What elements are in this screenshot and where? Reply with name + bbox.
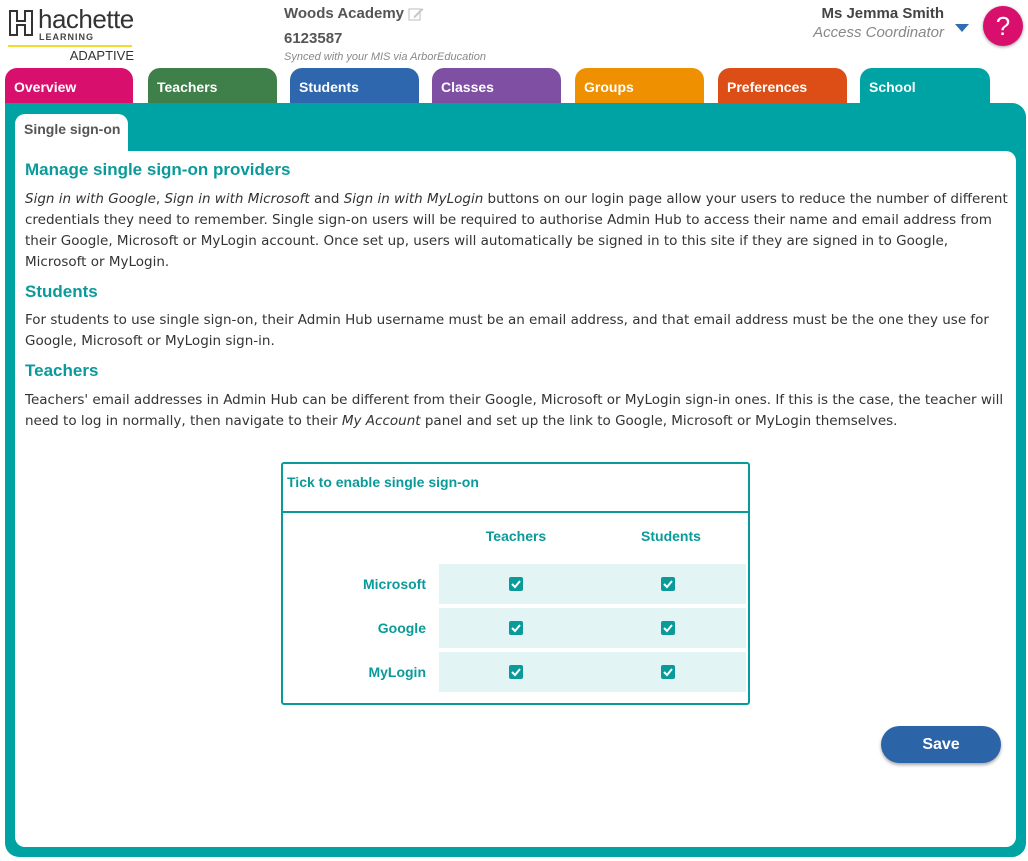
checkbox-mylogin-teachers[interactable] bbox=[509, 665, 523, 679]
school-id: 6123587 bbox=[284, 30, 343, 47]
students-paragraph: For students to use single sign-on, their Admin Hub username must be an email address, and that email address must be the one they use for Google, Microsoft or MyLogin sign-in. bbox=[25, 312, 989, 349]
school-name: Woods Academy bbox=[284, 5, 405, 22]
hachette-logo[interactable] bbox=[6, 4, 134, 64]
section-heading-manage: Manage single sign-on providers bbox=[25, 160, 291, 179]
table-row bbox=[439, 652, 746, 692]
school-name-row bbox=[284, 5, 486, 22]
teachers-text-em: My Account bbox=[341, 413, 421, 429]
checkbox-microsoft-teachers[interactable] bbox=[509, 577, 523, 591]
chevron-down-icon[interactable] bbox=[955, 24, 969, 32]
single-sign-on-content bbox=[15, 151, 1016, 847]
row-label-google: Google bbox=[377, 620, 426, 636]
sso-settings-table bbox=[281, 462, 750, 705]
user-role: Access Coordinator bbox=[813, 24, 944, 41]
intro-rest: buttons on our login page allow your users to reduce the number of different credentials they need to remember. Single sign-on users will be required to authorise Admin Hub to access their name and email address from their Google, Microsoft or MyLogin account. Once set up, users will automatically be signed in to this site if they are signed in to Google, Microsoft or MyLogin. bbox=[25, 191, 1008, 270]
column-header-teachers: Teachers bbox=[485, 528, 547, 544]
checkbox-google-students[interactable] bbox=[661, 621, 675, 635]
intro-and: and bbox=[309, 191, 344, 207]
row-label-microsoft: Microsoft bbox=[363, 576, 426, 592]
checkmark-icon bbox=[510, 666, 522, 678]
tab-school[interactable]: School bbox=[860, 68, 990, 104]
tab-groups[interactable]: Groups bbox=[575, 68, 704, 104]
row-label-mylogin: MyLogin bbox=[368, 664, 426, 680]
subtab-single-sign-on[interactable]: Single sign-on bbox=[15, 114, 128, 152]
edit-icon[interactable] bbox=[408, 7, 424, 21]
tab-students[interactable]: Students bbox=[290, 68, 419, 104]
tab-overview[interactable]: Overview bbox=[5, 68, 133, 104]
logo-subtitle: LEARNING bbox=[39, 32, 94, 42]
sso-table-divider bbox=[283, 511, 748, 513]
tab-teachers[interactable]: Teachers bbox=[148, 68, 277, 104]
school-sync-note: Synced with your MIS via ArborEducation bbox=[284, 51, 486, 63]
help-button[interactable]: ? bbox=[983, 6, 1023, 46]
logo-underline bbox=[8, 45, 132, 47]
checkbox-google-teachers[interactable] bbox=[509, 621, 523, 635]
sso-table-title: Tick to enable single sign-on bbox=[287, 474, 479, 490]
logo-wordmark: hachette bbox=[38, 4, 134, 34]
checkmark-icon bbox=[510, 578, 522, 590]
user-menu[interactable] bbox=[813, 5, 944, 41]
teachers-paragraph bbox=[25, 390, 1010, 432]
intro-sep: , bbox=[155, 191, 165, 207]
column-header-students: Students bbox=[641, 528, 701, 544]
save-button[interactable]: Save bbox=[881, 726, 1001, 763]
checkbox-microsoft-students[interactable] bbox=[661, 577, 675, 591]
teachers-text-b: panel and set up the link to Google, Microsoft or MyLogin themselves. bbox=[420, 413, 898, 429]
checkmark-icon bbox=[662, 666, 674, 678]
logo-product: ADAPTIVE bbox=[69, 48, 134, 63]
section-heading-teachers: Teachers bbox=[25, 361, 99, 380]
tab-preferences[interactable]: Preferences bbox=[718, 68, 847, 104]
checkmark-icon bbox=[510, 622, 522, 634]
table-row bbox=[439, 608, 746, 648]
intro-microsoft: Sign in with Microsoft bbox=[164, 191, 310, 207]
school-info bbox=[284, 5, 486, 63]
teachers-text-a: Teachers' email addresses in Admin Hub can be different from their Google, Microsoft or MyLogin sign-in ones. If this is the case, the teacher will need to log in normally, then navigate to their bbox=[25, 392, 1004, 429]
intro-mylogin: Sign in with MyLogin bbox=[343, 191, 484, 207]
tab-classes[interactable]: Classes bbox=[432, 68, 561, 104]
section-heading-students: Students bbox=[25, 282, 98, 301]
user-name: Ms Jemma Smith bbox=[821, 5, 944, 22]
hachette-logo-icon bbox=[8, 9, 34, 37]
checkbox-mylogin-students[interactable] bbox=[661, 665, 675, 679]
intro-google: Sign in with Google bbox=[25, 191, 156, 207]
table-row bbox=[439, 564, 746, 604]
checkmark-icon bbox=[662, 622, 674, 634]
checkmark-icon bbox=[662, 578, 674, 590]
intro-paragraph bbox=[25, 189, 1010, 273]
